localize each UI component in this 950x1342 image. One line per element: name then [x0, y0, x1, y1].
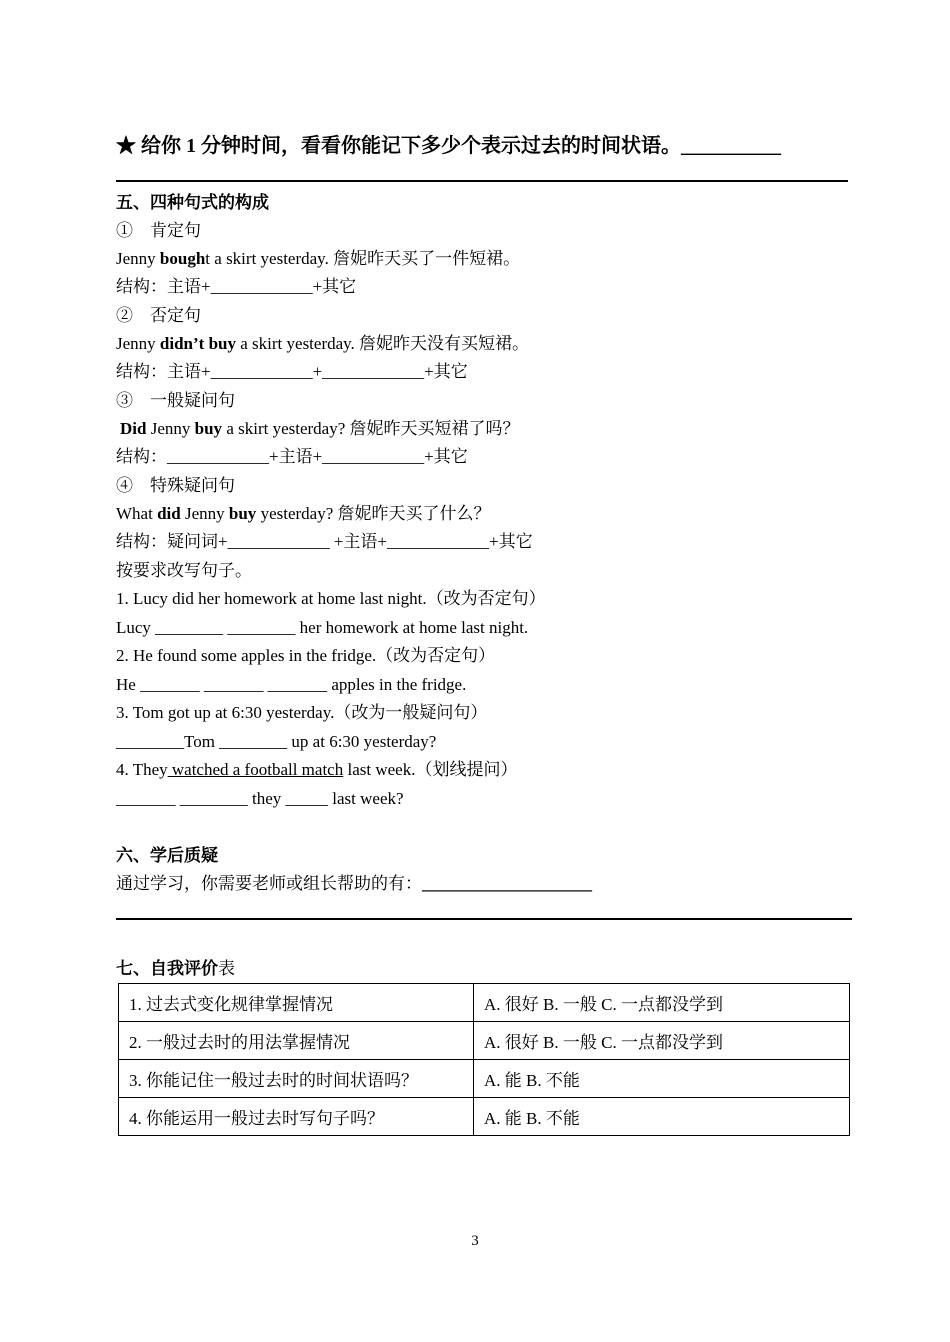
ex-text: Jenny	[180, 504, 229, 523]
answer-line	[116, 918, 852, 920]
negative-heading	[116, 305, 201, 327]
ex-verb: didn’t buy	[159, 334, 236, 353]
ex-text: Jenny	[116, 249, 160, 268]
ex-text: a skirt yesterday. 詹妮昨天没有买短裙。	[236, 334, 530, 353]
underlined-phrase: watched a football match	[167, 760, 344, 779]
special-question-heading	[116, 475, 235, 497]
circled-num: ①	[116, 221, 133, 240]
ex-text: Jenny	[146, 419, 195, 438]
eval-options: A. 能 B. 不能	[474, 1098, 850, 1136]
ex-aux: Did	[120, 419, 147, 438]
exercise-answer: ________Tom ________ up at 6:30 yesterday?	[116, 732, 437, 751]
eval-item: 1. 过去式变化规律掌握情况	[119, 984, 474, 1022]
title-bold: 七、自我评价	[116, 959, 218, 978]
exercise-answer: _______ ________ they _____ last week?	[116, 789, 404, 808]
general-question-example	[120, 418, 520, 440]
rewrite-instruction: 按要求改写句子。	[116, 561, 252, 580]
ex-verb: buy	[228, 504, 257, 523]
prompt-blank: ____________________	[422, 874, 592, 893]
affirmative-structure: 结构：主语+____________+其它	[116, 277, 357, 296]
exercise-question	[116, 759, 517, 781]
eval-item: 4. 你能运用一般过去时写句子吗？	[119, 1098, 474, 1136]
label: 否定句	[150, 306, 201, 325]
affirmative-heading	[116, 220, 201, 242]
self-evaluation-table	[118, 983, 850, 1136]
help-needed-prompt	[116, 873, 592, 895]
eval-item: 3. 你能记住一般过去时的时间状语吗？	[119, 1060, 474, 1098]
special-question-structure: 结构：疑问词+____________ +主语+____________+其它	[116, 532, 533, 551]
ex-verb: bough	[159, 249, 206, 268]
q-text: last week.（划线提问）	[343, 760, 518, 779]
table-row	[119, 1022, 850, 1060]
answer-line	[116, 180, 848, 182]
q-text: 4. They	[116, 760, 168, 779]
eval-item: 2. 一般过去时的用法掌握情况	[119, 1022, 474, 1060]
ex-text: a skirt yesterday? 詹妮昨天买短裙了吗？	[222, 419, 520, 438]
special-question-example	[116, 503, 491, 525]
ex-text: yesterday? 詹妮昨天买了什么？	[256, 504, 491, 523]
time-adverbial-prompt	[116, 133, 781, 159]
negative-structure: 结构：主语+____________+____________+其它	[116, 362, 468, 381]
general-question-structure: 结构：____________+主语+____________+其它	[116, 447, 468, 466]
exercise-question: 1. Lucy did her homework at home last night.（改为否定句）	[116, 589, 546, 608]
ex-aux: did	[157, 504, 181, 523]
circled-num: ③	[116, 391, 133, 410]
prompt-text: 通过学习，你需要老师或组长帮助的有：	[116, 874, 422, 893]
table-row	[119, 984, 850, 1022]
table-row	[119, 1060, 850, 1098]
exercise-answer: Lucy ________ ________ her homework at home last night.	[116, 618, 529, 637]
ex-verb: buy	[194, 419, 223, 438]
label: 特殊疑问句	[150, 476, 235, 495]
eval-options: A. 很好 B. 一般 C. 一点都没学到	[474, 984, 850, 1022]
eval-options: A. 很好 B. 一般 C. 一点都没学到	[474, 1022, 850, 1060]
star-icon: ★	[116, 135, 136, 157]
exercise-question: 2. He found some apples in the fridge.（改为否定句）	[116, 646, 496, 665]
exercise-question: 3. Tom got up at 6:30 yesterday.（改为一般疑问句）	[116, 703, 488, 722]
general-question-heading	[116, 390, 235, 412]
ex-text: Jenny	[116, 334, 160, 353]
prompt-blank: __________	[681, 135, 781, 157]
eval-options: A. 能 B. 不能	[474, 1060, 850, 1098]
section5-title: 五、四种句式的构成	[116, 193, 269, 212]
section7-title	[116, 958, 235, 980]
prompt-text: 给你 1 分钟时间，看看你能记下多少个表示过去的时间状语。	[141, 135, 681, 157]
circled-num: ②	[116, 306, 133, 325]
circled-num: ④	[116, 476, 133, 495]
ex-text: What	[116, 504, 158, 523]
label: 肯定句	[150, 221, 201, 240]
ex-text: t a skirt yesterday. 詹妮昨天买了一件短裙。	[205, 249, 521, 268]
exercise-answer: He _______ _______ _______ apples in the fridge.	[116, 675, 467, 694]
page-number: 3	[471, 1233, 479, 1249]
section6-title: 六、学后质疑	[116, 846, 218, 865]
affirmative-example	[116, 248, 520, 270]
table-row	[119, 1098, 850, 1136]
label: 一般疑问句	[150, 391, 235, 410]
title-suffix: 表	[218, 959, 235, 978]
negative-example	[116, 333, 529, 355]
